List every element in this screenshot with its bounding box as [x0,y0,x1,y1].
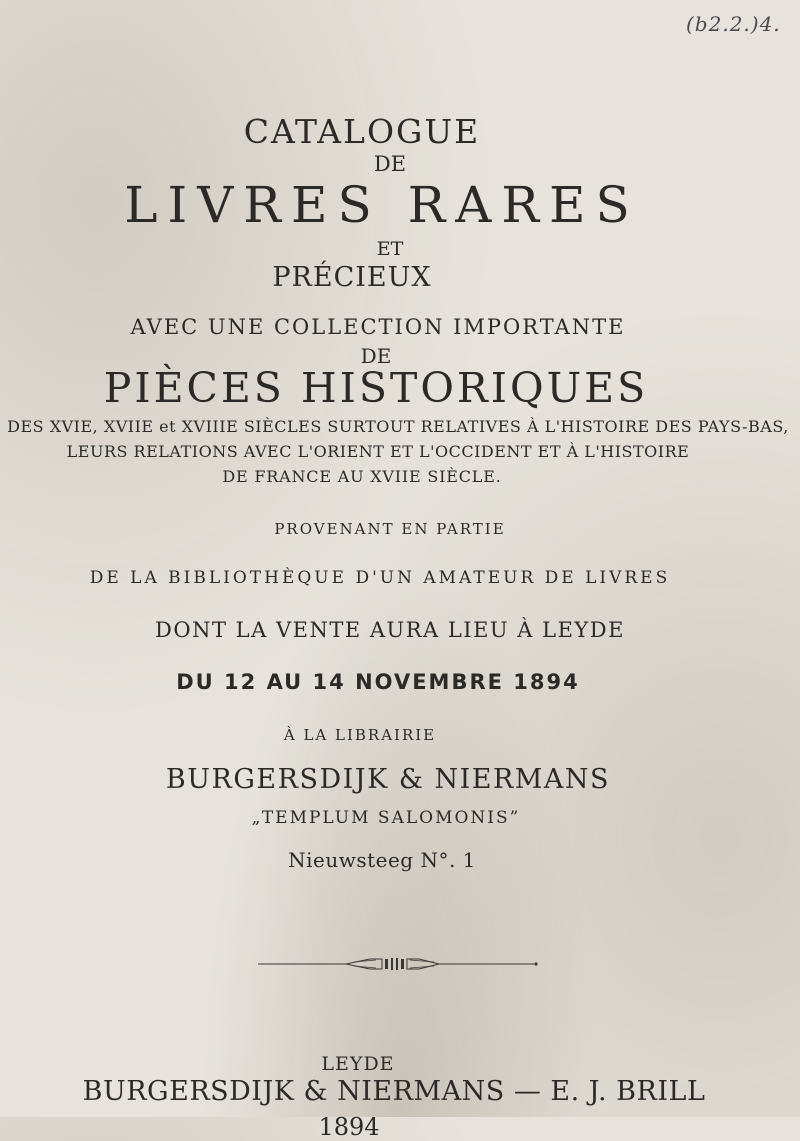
handwritten-annotation: (b2.2.)4. [686,12,781,36]
description-line-3: DE FRANCE AU XVIIE SIÈCLE. [222,467,502,486]
collection-intro: AVEC UNE COLLECTION IMPORTANTE [130,315,626,339]
description-line-2: LEURS RELATIONS AVEC L'ORIENT ET L'OCCIDENT ET À L'HISTOIRE [66,442,690,461]
title-de: DE [373,152,407,176]
sale-motto: „TEMPLUM SALOMONIS” [251,808,521,828]
sale-address: Nieuwsteeg N°. 1 [288,848,476,872]
imprint-year: 1894 [318,1113,380,1141]
description-line-1: DES XVIE, XVIIE et XVIIIE SIÈCLES SURTOUT RELATIVES À L'HISTOIRE DES PAYS-BAS, [7,417,789,436]
collection-de: DE [360,344,392,368]
provenance-line-1: PROVENANT EN PARTIE [274,520,506,538]
sale-location: DONT LA VENTE AURA LIEU À LEYDE [155,618,625,642]
title-et: ET [376,238,404,260]
imprint-publishers: BURGERSDIJK & NIERMANS — E. J. BRILL [82,1076,706,1107]
title-catalogue: CATALOGUE [243,112,481,151]
provenance-line-2: DE LA BIBLIOTHÈQUE D'UN AMATEUR DE LIVRES [89,568,671,588]
ornamental-rule [258,956,538,972]
imprint-city: LEYDE [321,1053,395,1075]
title-precieux: PRÉCIEUX [272,262,432,293]
sale-house: BURGERSDIJK & NIERMANS [165,764,611,795]
collection-title: PIÈCES HISTORIQUES [103,364,649,412]
title-livres-rares: LIVRES RARES [124,176,640,234]
sale-dates: DU 12 AU 14 NOVEMBRE 1894 [176,670,580,694]
sale-venue-intro: À LA LIBRAIRIE [283,726,437,744]
